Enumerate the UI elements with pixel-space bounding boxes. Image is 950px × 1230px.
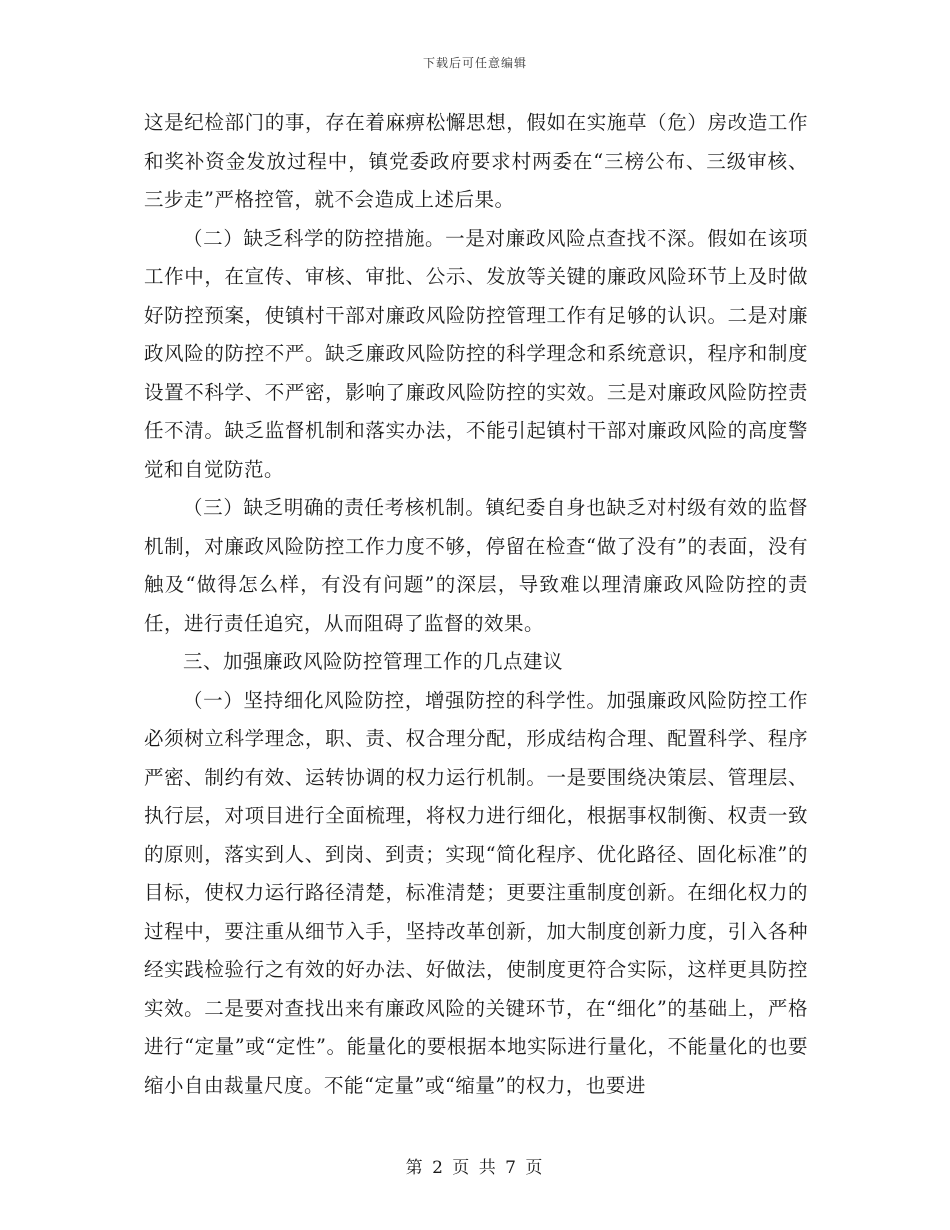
- document-body: [144, 104, 808, 1105]
- paragraph-2: （二）缺乏科学的防控措施。一是对廉政风险点查找不深。假如在该项工作中，在宣传、审核、审批、公示、发放等关键的廉政风险环节上及时做好防控预案，使镇村干部对廉政风险防控管理工作有足够的认识。二是对廉政风险的防控不严。缺乏廉政风险防控的科学理念和系统意识，程序和制度设置不科学、不严密，影响了廉政风险防控的实效。三是对廉政风险防控责任不清。缺乏监督机制和落实办法，不能引起镇村干部对廉政风险的高度警觉和自觉防范。: [144, 226, 808, 481]
- page-number: 第 2 页 共 7 页: [405, 1158, 545, 1178]
- paragraph-4: （一）坚持细化风险防控，增强防控的科学性。加强廉政风险防控工作必须树立科学理念，职、责、权合理分配，形成结构合理、配置科学、程序严密、制约有效、运转协调的权力运行机制。一是要围绕决策层、管理层、执行层，对项目进行全面梳理，将权力进行细化，根据事权制衡、权责一致的原则，落实到人、到岗、到责；实现“简化程序、优化路径、固化标准”的目标，使权力运行路径清楚，标准清楚；更要注重制度创新。在细化权力的过程中，要注重从细节入手，坚持改革创新，加大制度创新力度，引入各种经实践检验行之有效的好办法、好做法，使制度更符合实际，这样更具防控实效。二是要对查找出来有廉政风险的关键环节，在“细化”的基础上，严格进行“定量”或“定性”。能量化的要根据本地实际进行量化，不能量化的也要缩小自由裁量尺度。不能“定量”或“缩量”的权力，也要进: [144, 688, 808, 1097]
- section-heading: 三、加强廉政风险防控管理工作的几点建议: [183, 650, 564, 673]
- paragraph-1: 这是纪检部门的事，存在着麻痹松懈思想，假如在实施草（危）房改造工作和奖补资金发放过程中，镇党委政府要求村两委在“三榜公布、三级审核、三步走”严格控管，就不会造成上述后果。: [144, 111, 808, 211]
- page-header: 下载后可任意编辑: [422, 56, 527, 70]
- paragraph-3: （三）缺乏明确的责任考核机制。镇纪委自身也缺乏对村级有效的监督机制，对廉政风险防控工作力度不够，停留在检查“做了没有”的表面，没有触及“做得怎么样，有没有问题”的深层，导致难以理清廉政风险防控的责任，进行责任追究，从而阻碍了监督的效果。: [144, 496, 808, 635]
